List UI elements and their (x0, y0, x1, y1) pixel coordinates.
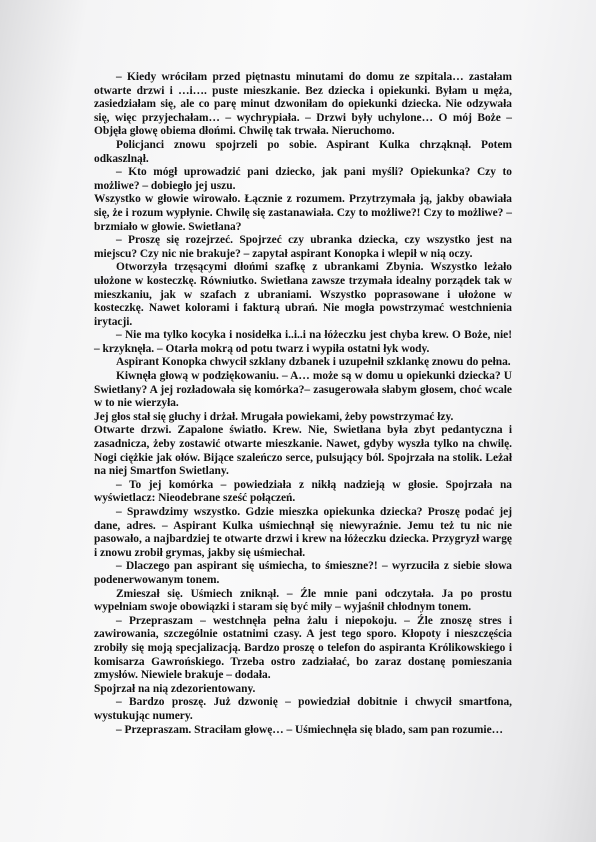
paragraph: – Bardzo proszę. Już dzwonię – powiedział dobitnie i chwycił smartfona, wystukując numery. (94, 696, 512, 722)
paragraph: – Przepraszam – westchnęła pełna żalu i niepokoju. – Źle znoszę stres i zawirowania, szczególnie ostatnimi czasy. A jest tego sporo. Kłopoty i nieszczęścia zrobiły się moją specjalizacją. Bardzo proszę o telefon do aspiranta Królikowskiego i komisarza Gawrońskiego. Trzeba ostro zadziałać, bo zaraz dostanę pomieszania zmysłów. Niewiele brakuje – dodała. (94, 614, 512, 682)
paragraph: – To jej komórka – powiedziała z nikłą nadzieją w głosie. Spojrzała na wyświetlacz: Nieodebrane sześć połączeń. (94, 478, 512, 505)
paragraph: – Kiedy wróciłam przed piętnastu minutami do domu ze szpitala… zastałam otwarte drzwi i …i…. puste mieszkanie. Bez dziecka i opiekunki. Byłam u męża, zasiedziałam się, ale co parę minut dzwoniłam do opiekunki dziecka. Nie odzywała się, więc przyjechałam… – wychrypiała. – Drzwi były uchylone… O mój Boże – Objęła głowę obiema dłońmi. Chwilę tak trwała. Nieruchomo. (94, 71, 512, 138)
paragraph: Wszystko w głowie wirowało. Łącznie z rozumem. Przytrzymała ją, jakby obawiała się, że i rozum wypłynie. Chwilę się zastanawiała. Czy to możliwe?! Czy to możliwe? – brzmiało w głowie. Swietłana? (94, 193, 512, 233)
paragraph: – Dlaczego pan aspirant się uśmiecha, to śmieszne?! – wyrzuciła z siebie słowa podenerwowanym tonem. (94, 560, 512, 586)
paragraph: – Proszę się rozejrzeć. Spojrzeć czy ubranka dziecka, czy wszystko jest na miejscu? Czy nic nie brakuje? – zapytał aspirant Konopka i wlepił w nią oczy. (94, 234, 512, 260)
body-text (94, 71, 512, 737)
paragraph: Otwarte drzwi. Zapalone światło. Krew. Nie, Swietłana była zbyt pedantyczna i zasadnicza, żeby zostawić otwarte mieszkanie. Nawet, gdyby wyszła tylko na chwilę. Nogi ciężkie jak ołów. Bijące szaleńczo serce, pulsujący ból. Spojrzała na stolik. Leżał na niej Smartfon Swietlany. (94, 424, 512, 478)
paragraph: – Kto mógł uprowadzić pani dziecko, jak pani myśli? Opiekunka? Czy to możliwe? – dobiegło jej uszu. (94, 166, 512, 192)
paragraph: Zmieszał się. Uśmiech zniknął. – Źle mnie pani odczytała. Ja po prostu wypełniam swoje obowiązki i staram się być miły – wyjaśnił chłodnym tonem. (94, 587, 512, 614)
paragraph: Jej głos stał się głuchy i drżał. Mrugała powiekami, żeby powstrzymać łzy. (94, 410, 454, 423)
paragraph: Spojrzał na nią zdezorientowany. (94, 682, 256, 695)
paragraph: Otworzyła trzęsącymi dłońmi szafkę z ubrankami Zbynia. Wszystko leżało ułożone w kosteczkę. Równiutko. Swietłana zawsze trzymała idealny porządek tak w mieszkaniu, jak w szafach z ubraniami. Wszystko poprasowane i ułożone w kosteczkę. Nawet kolorami i fakturą ubrań. Nie mogła powstrzymać westchnienia irytacji. (94, 261, 512, 328)
paragraph: – Przepraszam. Straciłam głowę… – Uśmiechnęła się blado, sam pan rozumie… (116, 723, 504, 736)
paragraph: – Nie ma tylko kocyka i nosidełka i..i..i na łóżeczku jest chyba krew. O Boże, nie! – krzyknęła. – Otarła mokrą od potu twarz i wypiła ostatni łyk wody. (94, 329, 512, 355)
paragraph: Aspirant Konopka chwycił szklany dzbanek i uzupełnił szklankę znowu do pełna. (116, 356, 511, 369)
paragraph: Policjanci znowu spojrzeli po sobie. Aspirant Kulka chrząknął. Potem odkaszlnął. (94, 138, 512, 165)
paragraph: Kiwnęła głową w podziękowaniu. – A… może są w domu u opiekunki dziecka? U Swietłany? A jej rozładowała się komórka?– zasugerowała słabym głosem, choć wcale w to nie wierzyła. (94, 370, 512, 410)
paragraph: – Sprawdzimy wszystko. Gdzie mieszka opiekunka dziecka? Proszę podać jej dane, adres. – Aspirant Kulka uśmiechnął się niewyraźnie. Jemu też tu nic nie pasowało, a najbardziej te otwarte drzwi i krew na łóżeczku dziecka. Przygryzł wargę i znowu zrobił grymas, jakby się uśmiechał. (94, 506, 512, 559)
